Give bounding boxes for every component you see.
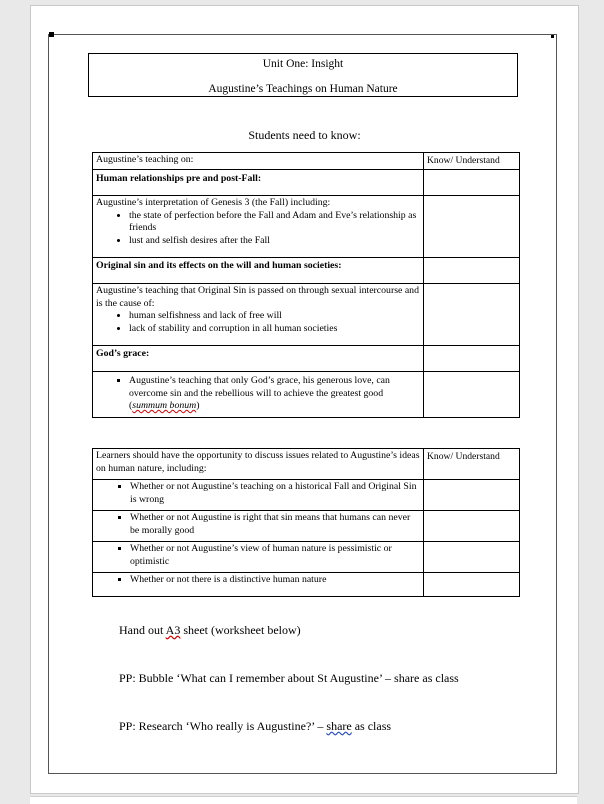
section-heading-cell: God’s grace: bbox=[93, 346, 424, 372]
tick-cell[interactable] bbox=[424, 480, 520, 511]
tick-cell[interactable] bbox=[424, 170, 520, 196]
table-header-cell: Augustine’s teaching on: bbox=[93, 153, 424, 170]
section-heading-cell: Human relationships pre and post-Fall: bbox=[93, 170, 424, 196]
unit-title: Unit One: Insight bbox=[262, 58, 344, 70]
tick-cell[interactable] bbox=[424, 346, 520, 372]
section-heading-cell: Original sin and its effects on the will and human societies: bbox=[93, 258, 424, 284]
handout-note bbox=[119, 623, 301, 638]
cell-text: Augustine’s interpretation of Genesis 3 (the Fall) including: bbox=[96, 197, 331, 208]
table-header-cell: Learners should have the opportunity to discuss issues related to Augustine’s ideas on human nature, including: bbox=[93, 449, 424, 480]
bubble-note: PP: Bubble ‘What can I remember about St Augustine’ – share as class bbox=[119, 671, 459, 685]
table-row bbox=[93, 449, 520, 480]
list-item: • human selfishness and lack of free will bbox=[129, 310, 420, 323]
content-cell bbox=[93, 511, 424, 542]
corner-mark bbox=[551, 35, 554, 38]
unit-title-box bbox=[88, 53, 518, 97]
table-row bbox=[93, 153, 520, 170]
table-row bbox=[93, 284, 520, 346]
tick-cell[interactable] bbox=[424, 573, 520, 597]
content-cell bbox=[93, 480, 424, 511]
table-row bbox=[93, 573, 520, 597]
table-row bbox=[93, 372, 520, 418]
cell-text: Augustine’s teaching that Original Sin is passed on through sexual intercourse and is the cause of: bbox=[96, 285, 419, 309]
list-item-text: Augustine’s teaching that only God’s grace, his generous love, can overcome sin and the rebellious will to achieve the greatest good ( bbox=[129, 375, 390, 411]
note-text: as class bbox=[351, 719, 392, 733]
list-item-text: ) bbox=[196, 400, 200, 411]
tick-cell[interactable] bbox=[424, 284, 520, 346]
content-cell bbox=[93, 573, 424, 597]
note-text: PP: Research ‘Who really is Augustine?’ – bbox=[119, 719, 327, 733]
content-cell bbox=[93, 284, 424, 346]
table-row bbox=[93, 258, 520, 284]
tick-cell[interactable] bbox=[424, 196, 520, 258]
table-row bbox=[93, 511, 520, 542]
table-row bbox=[93, 542, 520, 573]
knowledge-table bbox=[92, 152, 520, 418]
document-page bbox=[30, 5, 579, 794]
list-item: ▪ Whether or not Augustine’s view of human nature is pessimistic or optimistic bbox=[130, 543, 420, 568]
students-need-to-know-heading: Students need to know: bbox=[248, 128, 361, 142]
note-text: sheet (worksheet below) bbox=[180, 623, 301, 637]
latin-term: summum bonum bbox=[132, 400, 197, 411]
tick-cell[interactable] bbox=[424, 511, 520, 542]
table-row bbox=[93, 480, 520, 511]
list-item: ▪ Whether or not Augustine’s teaching on a historical Fall and Original Sin is wrong bbox=[130, 481, 420, 506]
table-row bbox=[93, 196, 520, 258]
note-text: Hand out bbox=[119, 623, 166, 637]
know-understand-header: Know/ Understand bbox=[424, 449, 520, 480]
table-row bbox=[93, 346, 520, 372]
tick-cell[interactable] bbox=[424, 372, 520, 418]
list-item bbox=[129, 375, 420, 413]
research-note bbox=[119, 719, 391, 734]
list-item: ▪ Whether or not there is a distinctive human nature bbox=[130, 574, 420, 587]
unit-subtitle: Augustine’s Teachings on Human Nature bbox=[208, 83, 398, 95]
tick-cell[interactable] bbox=[424, 542, 520, 573]
content-cell bbox=[93, 196, 424, 258]
corner-mark bbox=[49, 32, 54, 37]
discussion-table bbox=[92, 448, 520, 597]
list-item: • lack of stability and corruption in all human societies bbox=[129, 323, 420, 336]
tick-cell[interactable] bbox=[424, 258, 520, 284]
know-understand-header: Know/ Understand bbox=[424, 153, 520, 170]
list-item: ▪ Whether or not Augustine is right that sin means that humans can never be morally good bbox=[130, 512, 420, 537]
content-cell bbox=[93, 372, 424, 418]
list-item: • the state of perfection before the Fall and Adam and Eve’s relationship as friends bbox=[129, 210, 420, 235]
table-row bbox=[93, 170, 520, 196]
share-term: share bbox=[326, 719, 352, 733]
list-item: • lust and selfish desires after the Fall bbox=[129, 235, 420, 248]
content-cell bbox=[93, 542, 424, 573]
a3-term: A3 bbox=[165, 623, 181, 637]
